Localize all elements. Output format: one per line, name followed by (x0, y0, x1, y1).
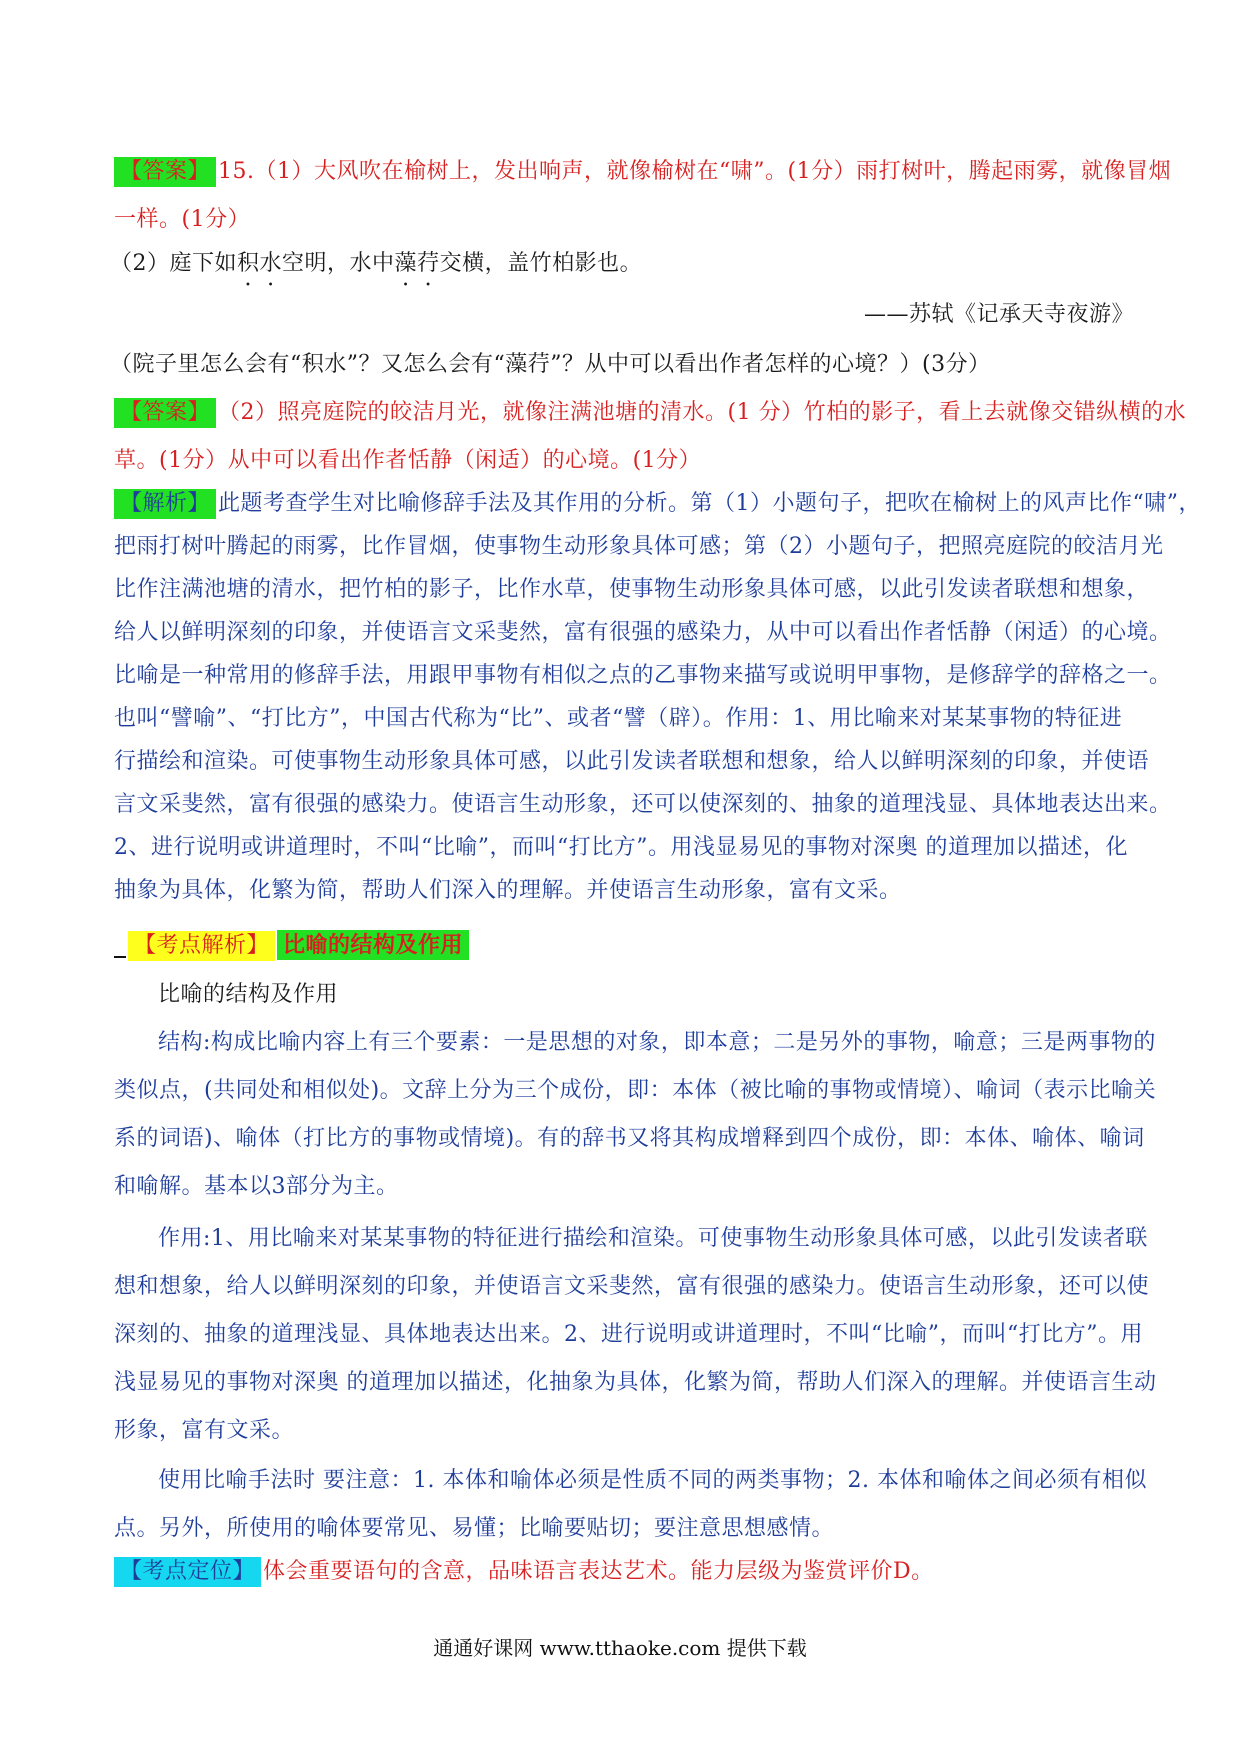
analysis-line: 比作注满池塘的清水，把竹柏的影子，比作水草，使事物生动形象具体可感，以此引发读者联想和想象， (114, 577, 1150, 602)
q15-answer-line1: 【答案】 15.（1）大风吹在榆树上，发出响声，就像榆树在“啸”。(1分）雨打树叶，腾起雨雾，就像冒烟 (114, 157, 1134, 187)
emphasis-char: 荇 (417, 251, 440, 276)
q2-question: （院子里怎么会有“积水”？又怎么会有“藻荇”？从中可以看出作者怎样的心境？）(3分） (110, 352, 991, 377)
dingwei-tag: 【考点定位】 (114, 1557, 261, 1587)
analysis-line: 把雨打树叶腾起的雨雾，比作冒烟，使事物生动形象具体可感；第（2）小题句子，把照亮庭院的皎洁月光 (114, 534, 1164, 559)
structure-line: 系的词语)、喻体（打比方的事物或情境)。有的辞书又将其构成增释到四个成份，即：本体、喻体、喻词 (114, 1126, 1145, 1151)
analysis-line: 比喻是一种常用的修辞手法，用跟甲事物有相似之点的乙事物来描写或说明甲事物，是修辞学的辞格之一。 (114, 663, 1172, 688)
structure-line: 类似点，(共同处和相似处)。文辞上分为三个成份，即：本体（被比喻的事物或情境）、喻词（表示比喻关 (114, 1078, 1157, 1103)
structure-line: 结构:构成比喻内容上有三个要素：一是思想的对象，即本意；二是另外的事物，喻意；三是两事物的 (158, 1030, 1156, 1055)
note-line: 使用比喻手法时 要注意：1. 本体和喻体必须是性质不同的两类事物；2. 本体和喻体之间必须有相似 (158, 1468, 1147, 1493)
answer-tag: 【答案】 (114, 157, 216, 187)
function-line: 想和想象，给人以鲜明深刻的印象，并使语言文采斐然，富有很强的感染力。使语言生动形象，还可以使 (114, 1274, 1150, 1299)
kaodian-subtitle: 比喻的结构及作用 (158, 982, 339, 1007)
analysis-line: 【解析】 此题考查学生对比喻修辞手法及其作用的分析。第（1）小题句子，把吹在榆树上的风声比作“啸”， (114, 489, 1134, 519)
kaodian-title: 比喻的结构及作用 (277, 930, 469, 960)
analysis-line: 也叫“譬喻”、“打比方”，中国古代称为“比”、或者“譬（辟）。作用：1、用比喻来对某某事物的特征进 (114, 706, 1123, 731)
analysis-line: 言文采斐然，富有很强的感染力。使语言生动形象，还可以使深刻的、抽象的道理浅显、具体地表达出来。 (114, 792, 1172, 817)
answer-tag: 【答案】 (114, 398, 216, 428)
emphasis-char: 积 (237, 251, 260, 276)
emphasis-char: 水 (259, 251, 283, 276)
q2-answer-line2: 草。(1分）从中可以看出作者恬静（闲适）的心境。(1分） (114, 448, 702, 473)
quote-attribution: ——苏轼《记承天寺夜游》 (863, 302, 1134, 327)
analysis-line: 行描绘和渲染。可使事物生动形象具体可感，以此引发读者联想和想象，给人以鲜明深刻的印象，并使语 (114, 749, 1150, 774)
note-line: 点。另外，所使用的喻体要常见、易懂；比喻要贴切；要注意思想感情。 (114, 1516, 835, 1541)
kaodian-tag: 【考点解析】 (128, 931, 275, 961)
dingwei-line: 【考点定位】 体会重要语句的含意，品味语言表达艺术。能力层级为鉴赏评价D。 (114, 1557, 1134, 1587)
function-line: 形象，富有文采。 (114, 1418, 295, 1443)
q2-quote: （2）庭下如积水空明，水中藻荇交横，盖竹柏影也。 (110, 251, 643, 276)
function-line: 作用:1、用比喻来对某某事物的特征进行描绘和渲染。可使事物生动形象具体可感，以此引发读者联 (158, 1226, 1148, 1251)
emphasis-char: 藻 (394, 251, 418, 276)
function-line: 深刻的、抽象的道理浅显、具体地表达出来。2、进行说明或讲道理时，不叫“比喻”，而叫“打比方”。用 (114, 1322, 1143, 1347)
analysis-tag: 【解析】 (114, 489, 216, 519)
analysis-line: 抽象为具体，化繁为简，帮助人们深入的理解。并使语言生动形象，富有文采。 (114, 878, 902, 903)
page-footer: 通通好课网 www.tthaoke.com 提供下载 (433, 1636, 807, 1660)
analysis-line: 给人以鲜明深刻的印象，并使语言文采斐然，富有很强的感染力，从中可以看出作者恬静（闲适）的心境。 (114, 620, 1172, 645)
structure-line: 和喻解。基本以3部分为主。 (114, 1174, 399, 1199)
analysis-line: 2、进行说明或讲道理时，不叫“比喻”，而叫“打比方”。用浅显易见的事物对深奥 的道理加以描述，化 (114, 835, 1128, 860)
function-line: 浅显易见的事物对深奥 的道理加以描述，化抽象为具体，化繁为简，帮助人们深入的理解。并使语言生动 (114, 1370, 1157, 1395)
q2-answer-line1: 【答案】 （2）照亮庭院的皎洁月光，就像注满池塘的清水。(1 分）竹柏的影子，看上去就像交错纵横的水 (114, 398, 1134, 428)
kaodian-header (114, 930, 1134, 961)
q15-answer-line2: 一样。(1分） (114, 207, 251, 232)
text-cursor (114, 956, 126, 958)
